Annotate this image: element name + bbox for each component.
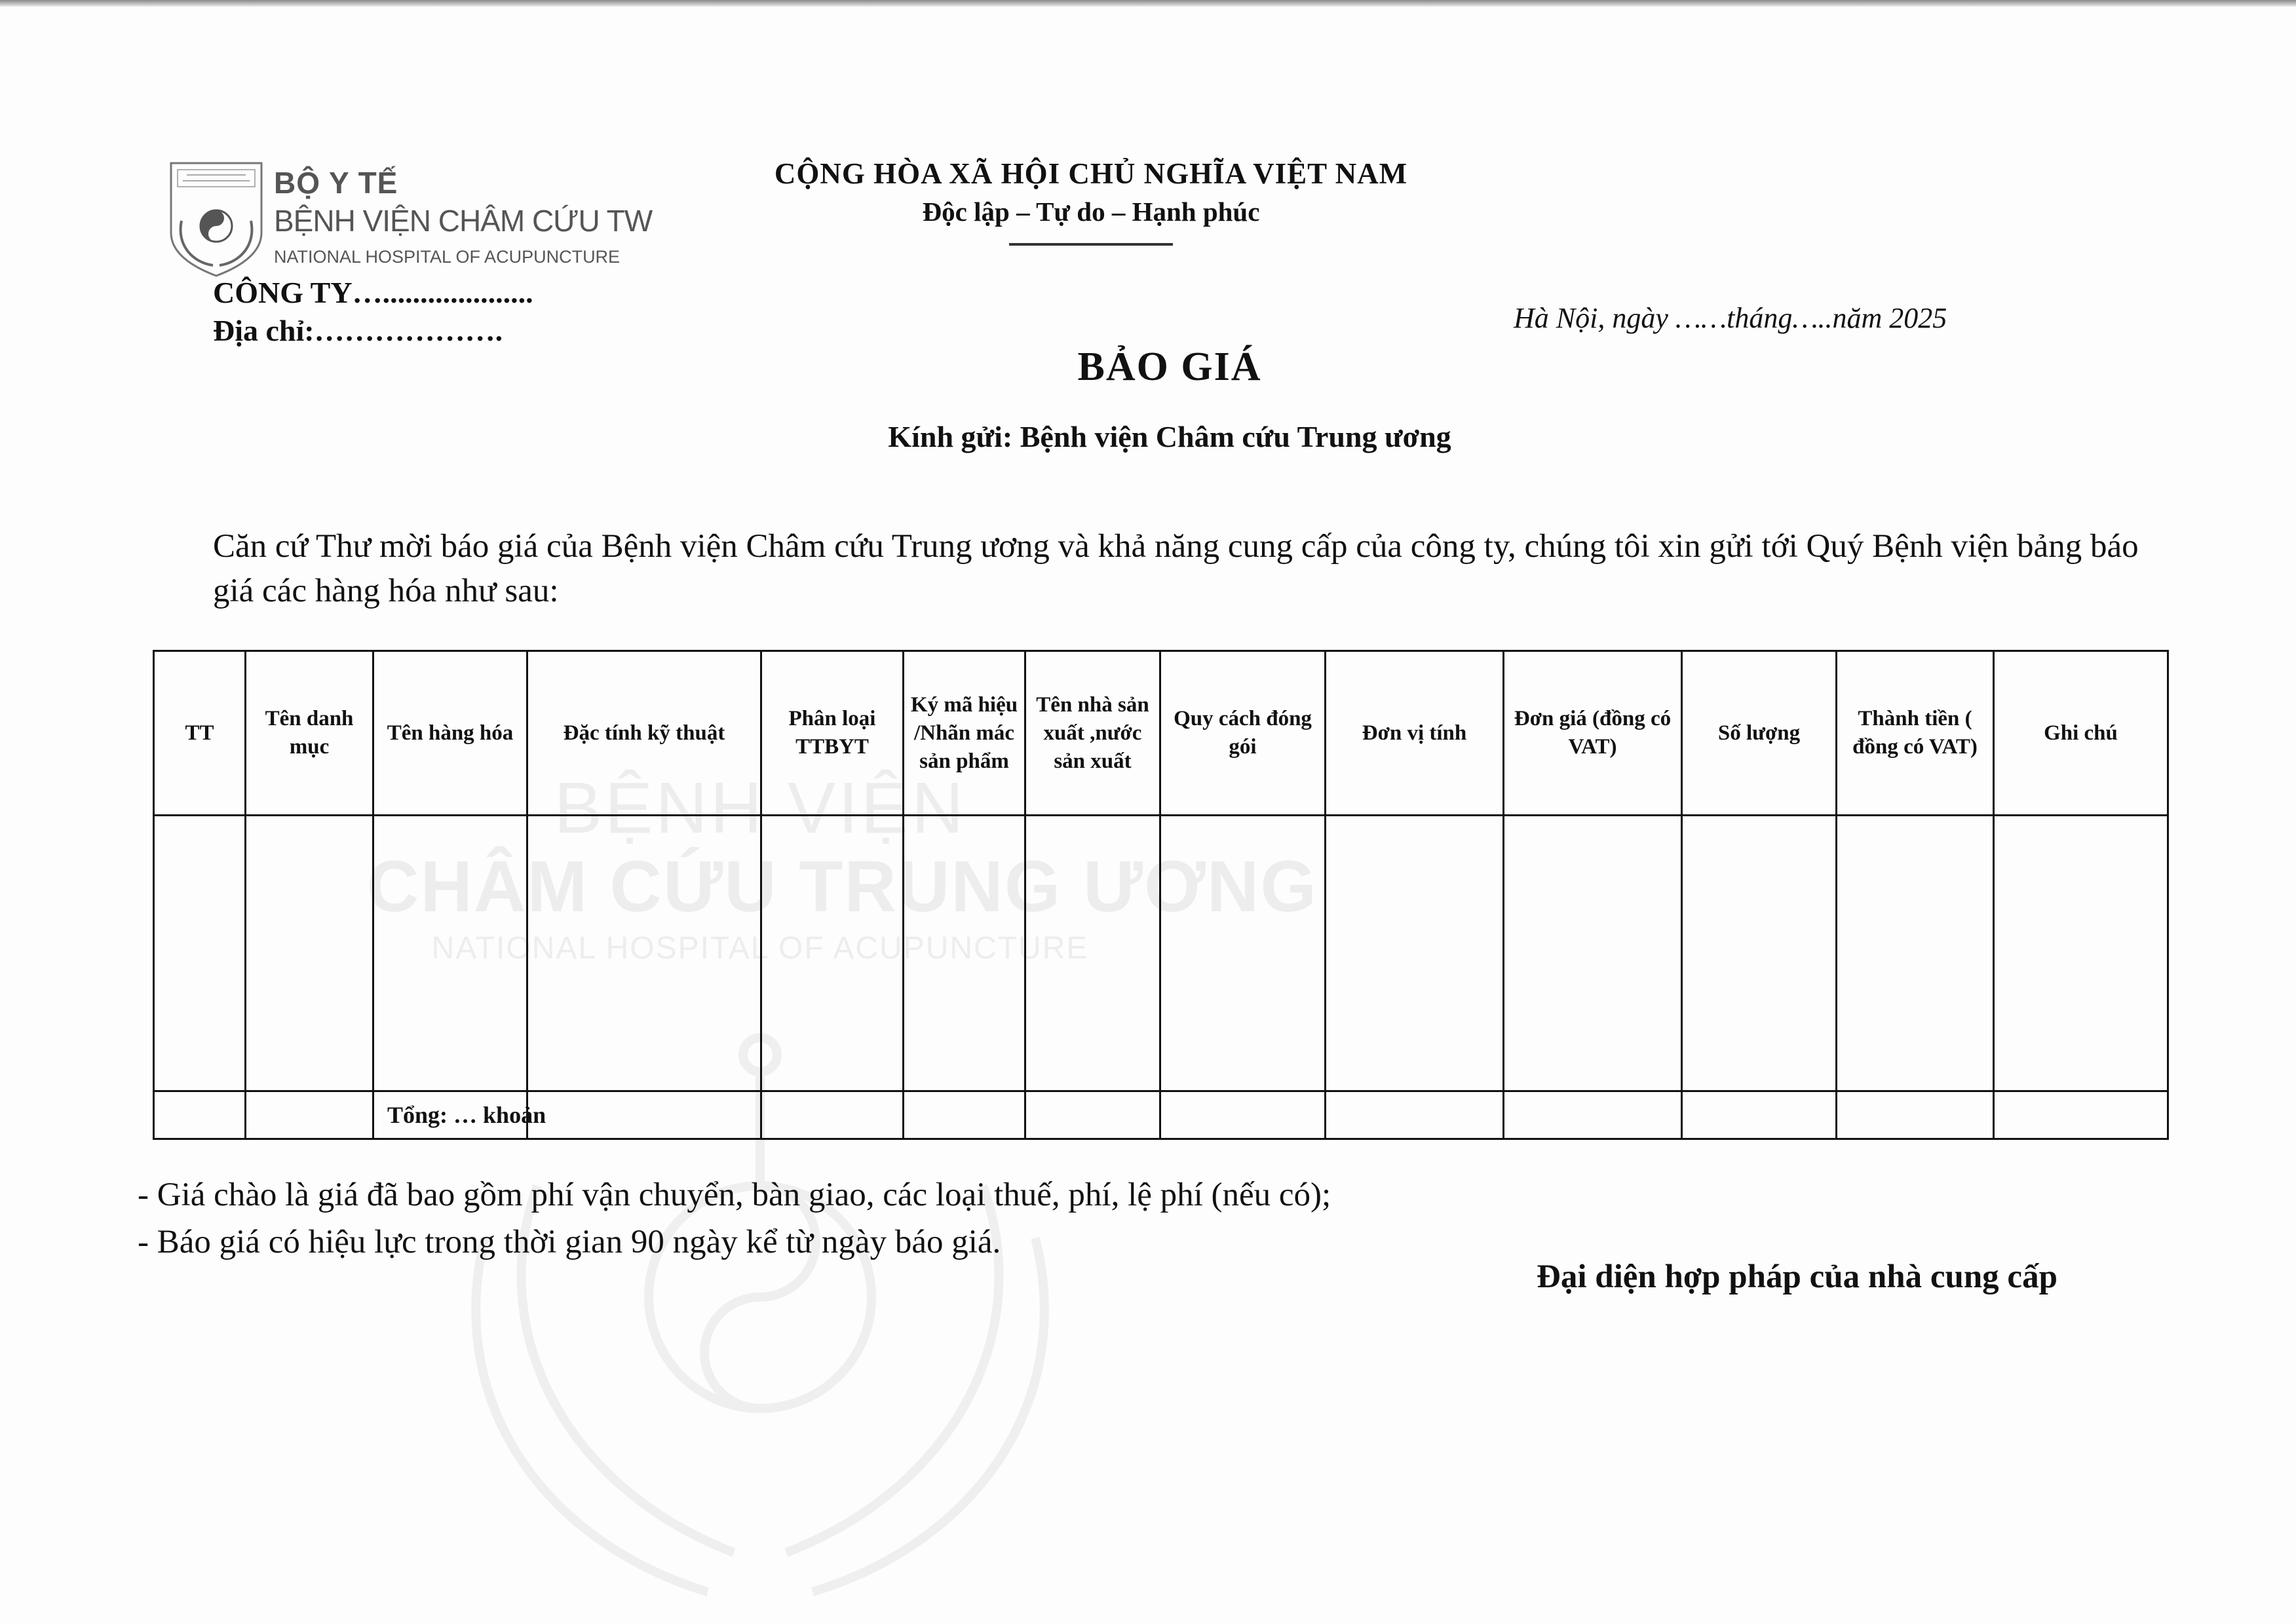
date-line: Hà Nội, ngày ……tháng…..năm 2025 xyxy=(1514,302,1947,334)
col-header-quantity: Số lượng xyxy=(1682,651,1837,816)
table-cell[interactable] xyxy=(1682,816,1837,1091)
table-cell xyxy=(904,1091,1025,1139)
table-header-row xyxy=(154,651,2168,816)
hospital-name: BỆNH VIỆN CHÂM CỨU TW xyxy=(274,204,653,238)
table-total-row xyxy=(154,1091,2168,1139)
note-item-validity: - Báo giá có hiệu lực trong thời gian 90 ngày kể từ ngày báo giá. xyxy=(138,1224,1001,1260)
hospital-logo-text xyxy=(274,164,652,270)
table-cell xyxy=(1326,1091,1504,1139)
col-header-notes: Ghi chú xyxy=(1994,651,2168,816)
motto-underline xyxy=(1009,243,1173,246)
table-cell xyxy=(1682,1091,1837,1139)
table-cell xyxy=(1837,1091,1994,1139)
table-cell xyxy=(1994,1091,2168,1139)
company-address-line: Địa chỉ:………………. xyxy=(213,314,503,347)
col-header-device-class: Phân loại TTBYT xyxy=(761,651,904,816)
company-block xyxy=(213,274,533,350)
table-cell[interactable] xyxy=(761,816,904,1091)
terms-notes xyxy=(138,1171,1331,1266)
table-cell xyxy=(761,1091,904,1139)
table-cell[interactable] xyxy=(1025,816,1160,1091)
table-cell[interactable] xyxy=(904,816,1025,1091)
col-header-unit-price: Đơn giá (đồng có VAT) xyxy=(1504,651,1682,816)
quotation-table xyxy=(153,650,2169,1140)
table-cell xyxy=(246,1091,373,1139)
watermark-line-3: NATIONAL HOSPITAL OF ACUPUNCTURE xyxy=(431,931,1089,966)
hospital-logo-icon xyxy=(167,161,265,278)
total-label: Tổng: … khoản xyxy=(373,1091,527,1139)
col-header-manufacturer: Tên nhà sản xuất ,nước sản xuất xyxy=(1025,651,1160,816)
col-header-specs: Đặc tính kỹ thuật xyxy=(527,651,761,816)
table-cell[interactable] xyxy=(1504,816,1682,1091)
hospital-name-english: NATIONAL HOSPITAL OF ACUPUNCTURE xyxy=(274,247,621,267)
table-cell xyxy=(1504,1091,1682,1139)
col-header-tt: TT xyxy=(154,651,246,816)
table-cell[interactable] xyxy=(246,816,373,1091)
table-row xyxy=(154,816,2168,1091)
table-cell[interactable] xyxy=(1994,816,2168,1091)
col-header-amount: Thành tiền ( đồng có VAT) xyxy=(1837,651,1994,816)
table-cell[interactable] xyxy=(1326,816,1504,1091)
table-cell xyxy=(1160,1091,1326,1139)
national-header xyxy=(721,154,1461,246)
national-motto: Độc lập – Tự do – Hạnh phúc xyxy=(922,197,1260,227)
national-title: CỘNG HÒA XÃ HỘI CHỦ NGHĨA VIỆT NAM xyxy=(774,157,1408,190)
signature-heading: Đại diện hợp pháp của nhà cung cấp xyxy=(1537,1258,2057,1295)
table-cell[interactable] xyxy=(1160,816,1326,1091)
table-cell[interactable] xyxy=(1837,816,1994,1091)
table-cell[interactable] xyxy=(373,816,527,1091)
table-cell[interactable] xyxy=(154,816,246,1091)
col-header-packaging: Quy cách đóng gói xyxy=(1160,651,1326,816)
watermark-line-2: CHÂM CỨU TRUNG ƯƠNG xyxy=(367,846,1318,927)
watermark-line-1: BỆNH VIỆN xyxy=(554,768,966,848)
col-header-category: Tên danh mục xyxy=(246,651,373,816)
table-cell[interactable] xyxy=(527,816,761,1091)
col-header-model-brand: Ký mã hiệu /Nhãn mác sản phẩm xyxy=(904,651,1025,816)
recipient-line: Kính gửi: Bệnh viện Châm cứu Trung ương xyxy=(888,420,1451,453)
intro-paragraph: Căn cứ Thư mời báo giá của Bệnh viện Châm cứu Trung ương và khả năng cung cấp của công ty, chúng tôi xin gửi tới Quý Bệnh viện bảng báo giá các hàng hóa như sau: xyxy=(213,528,2139,609)
document-title: BẢO GIÁ xyxy=(1077,345,1262,389)
note-item-price: - Giá chào là giá đã bao gồm phí vận chuyển, bàn giao, các loại thuế, phí, lệ phí (nếu có); xyxy=(138,1177,1331,1213)
company-name-line: CÔNG TY….................... xyxy=(213,276,533,309)
col-header-unit: Đơn vị tính xyxy=(1326,651,1504,816)
table-cell xyxy=(527,1091,761,1139)
scan-top-edge xyxy=(0,0,2296,7)
table-cell xyxy=(154,1091,246,1139)
col-header-item-name: Tên hàng hóa xyxy=(373,651,527,816)
ministry-name: BỘ Y TẾ xyxy=(274,166,398,200)
table-cell xyxy=(1025,1091,1160,1139)
